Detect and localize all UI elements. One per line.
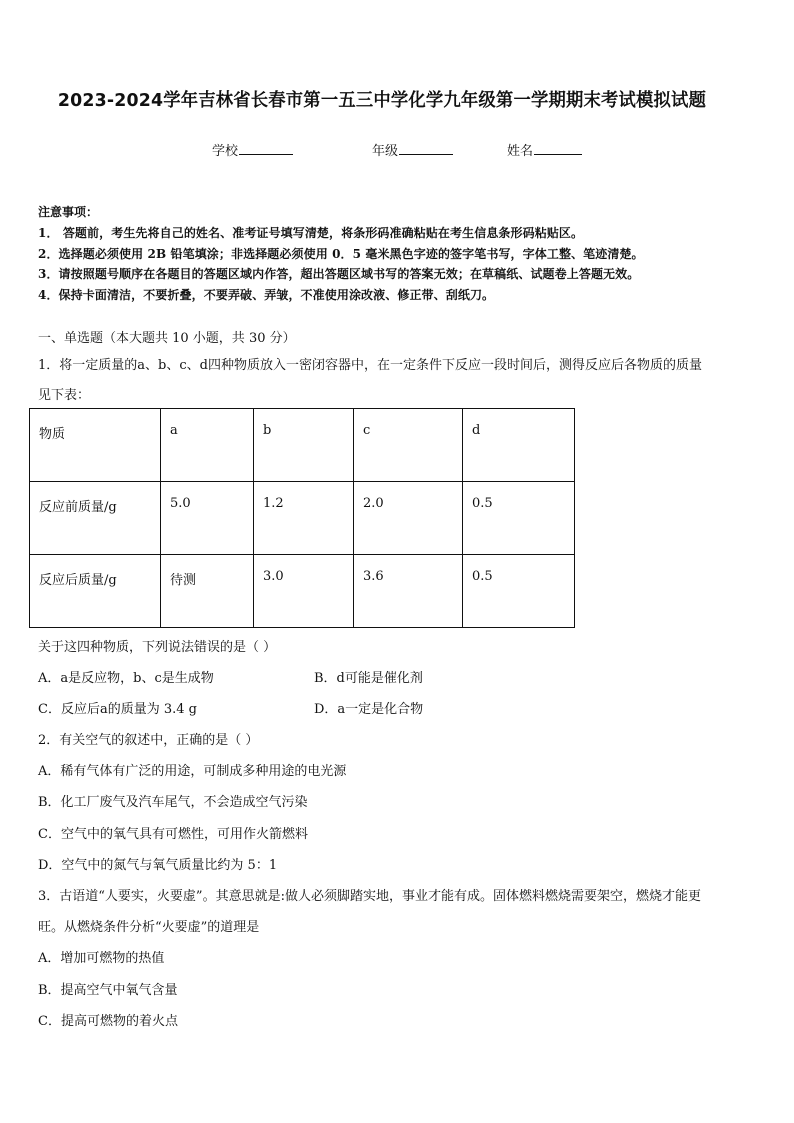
table-cell: 0.5: [463, 482, 575, 555]
grade-label: 年级: [372, 144, 399, 159]
table-cell: d: [463, 409, 575, 482]
table-header-row: [30, 409, 575, 482]
q2-stem: 2．有关空气的叙述中，正确的是（ ）: [38, 733, 259, 748]
school-blank: [239, 140, 293, 155]
q1-option-d: D．a一定是化合物: [314, 702, 424, 717]
q3-option-a: A．增加可燃物的热值: [38, 951, 165, 966]
table-cell: 物质: [30, 409, 161, 482]
q1-option-c: C．反应后a的质量为 3.4 g: [38, 702, 197, 717]
table-cell: 3.6: [354, 555, 463, 628]
mass-table: [29, 408, 575, 628]
name-blank: [534, 140, 582, 155]
table-cell: 5.0: [161, 482, 254, 555]
page-title: 2023-2024学年吉林省长春市第一五三中学化学九年级第一学期期末考试模拟试题: [57, 90, 707, 111]
table-cell: 反应后质量/g: [30, 555, 161, 628]
table-cell: c: [354, 409, 463, 482]
q1-stem-cont: 见下表：: [38, 388, 91, 403]
grade-field: [372, 140, 453, 159]
q2-option-b: B．化工厂废气及汽车尾气，不会造成空气污染: [38, 795, 308, 810]
notice-title: 注意事项：: [38, 205, 99, 219]
table-row: [30, 555, 575, 628]
school-label: 学校: [212, 144, 239, 159]
table-cell: a: [161, 409, 254, 482]
q2-option-c: C．空气中的氧气具有可燃性，可用作火箭燃料: [38, 827, 308, 842]
table-cell: 待测: [161, 555, 254, 628]
table-cell: 反应前质量/g: [30, 482, 161, 555]
grade-blank: [399, 140, 453, 155]
q3-stem: 3．古语道“人要实，火要虚”。其意思就是:做人必须脚踏实地，事业才能有成。固体燃料燃烧需要架空，燃烧才能更: [38, 889, 701, 904]
table-cell: 0.5: [463, 555, 575, 628]
school-field: [212, 140, 293, 159]
notice-item: 4．保持卡面清洁，不要折叠，不要弄破、弄皱，不准使用涂改液、修正带、刮纸刀。: [38, 288, 495, 302]
name-label: 姓名: [507, 144, 534, 159]
table-cell: 3.0: [254, 555, 354, 628]
section-heading: 一、单选题（本大题共 10 小题，共 30 分）: [38, 331, 296, 346]
q2-option-d: D．空气中的氮气与氧气质量比约为 5：1: [38, 858, 278, 873]
q1-option-a: A．a是反应物，b、c是生成物: [38, 671, 214, 686]
q3-stem-cont: 旺。从燃烧条件分析“火要虚”的道理是: [38, 920, 260, 935]
q1-stem: 1．将一定质量的a、b、c、d四种物质放入一密闭容器中，在一定条件下反应一段时间后，测得反应后各物质的质量: [38, 358, 702, 373]
name-field: [507, 140, 582, 159]
table-cell: 2.0: [354, 482, 463, 555]
q1-question: 关于这四种物质，下列说法错误的是（ ）: [38, 640, 277, 655]
q1-option-b: B．d可能是催化剂: [314, 671, 423, 686]
notice-item: 2．选择题必须使用 2B 铅笔填涂；非选择题必须使用 0．5 毫米黑色字迹的签字笔书写，字体工整、笔迹清楚。: [38, 247, 644, 261]
q3-option-c: C．提高可燃物的着火点: [38, 1014, 178, 1029]
table-cell: b: [254, 409, 354, 482]
table-cell: 1.2: [254, 482, 354, 555]
notice-item: 3．请按照题号顺序在各题目的答题区域内作答，超出答题区域书写的答案无效；在草稿纸、试题卷上答题无效。: [38, 267, 640, 281]
table-row: [30, 482, 575, 555]
q2-option-a: A．稀有气体有广泛的用途，可制成多种用途的电光源: [38, 764, 347, 779]
q3-option-b: B．提高空气中氧气含量: [38, 983, 178, 998]
notice-item: 1． 答题前，考生先将自己的姓名、准考证号填写清楚，将条形码准确粘贴在考生信息条形码粘贴区。: [38, 226, 584, 240]
